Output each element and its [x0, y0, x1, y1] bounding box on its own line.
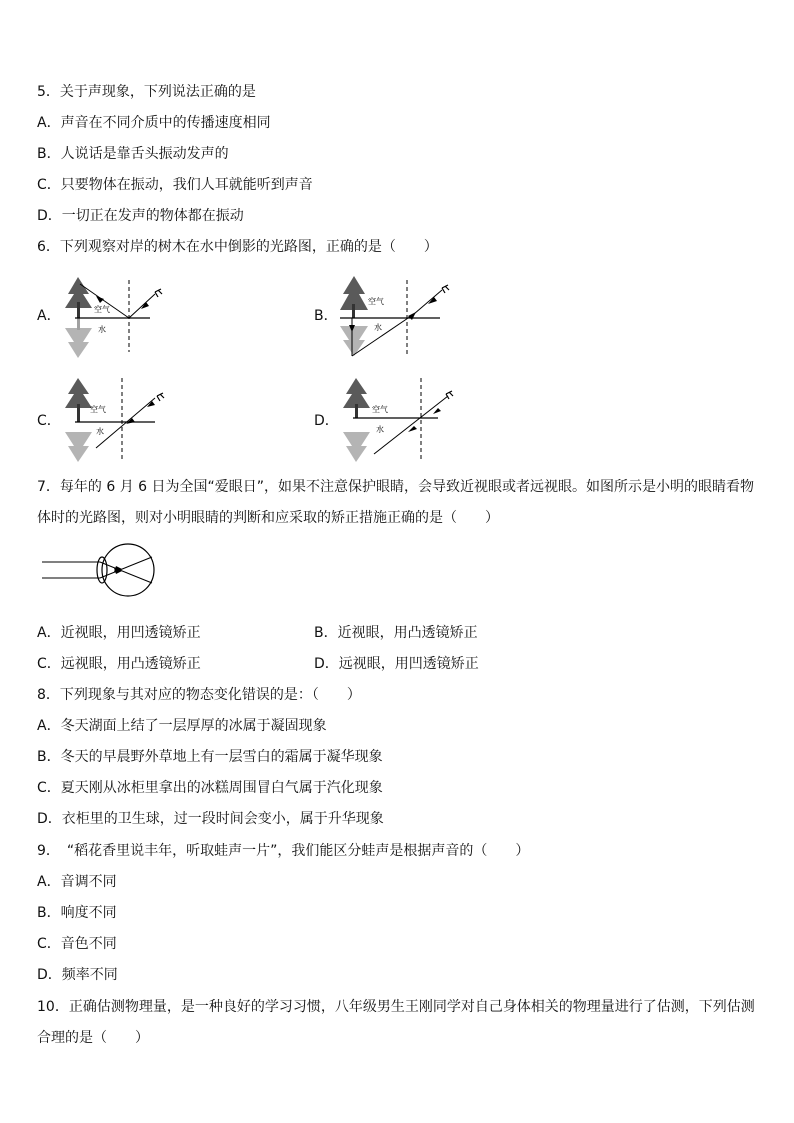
air-label: 空气	[94, 305, 110, 314]
q10-stem-line2: 合理的是（ ）	[37, 1030, 149, 1046]
q8-option-d: D．衣柜里的卫生球，过一段时间会变小，属于升华现象	[37, 811, 384, 827]
q6-diagram-b	[330, 272, 460, 362]
reflected-ray	[414, 290, 442, 314]
q8-option-c: C．夏天刚从冰柜里拿出的冰糕周围冒白气属于汽化现象	[37, 780, 383, 796]
water-label: 水	[376, 425, 384, 434]
air-label: 空气	[372, 405, 388, 414]
q7-option-d: D．远视眼，用凹透镜矫正	[314, 656, 479, 672]
eye-icon	[446, 391, 453, 399]
q10-stem-line1: 10．正确估测物理量，是一种良好的学习习惯，八年级男生王刚同学对自己身体相关的物理量进行了估测，下列估测	[37, 999, 755, 1015]
water-label: 水	[96, 427, 104, 436]
q5-stem: 5．关于声现象，下列说法正确的是	[37, 84, 256, 100]
q8-stem: 8．下列现象与其对应的物态变化错误的是：（ ）	[37, 687, 361, 703]
q7-stem-line1: 7．每年的 6 月 6 日为全国“爱眼日”，如果不注意保护眼睛，会导致近视眼或者远视眼。如图所示是小明的眼睛看物	[37, 479, 755, 495]
q6-label-d: D．	[314, 413, 339, 429]
tree-reflection-icon	[65, 318, 92, 358]
tree-icon	[65, 277, 92, 318]
q9-option-c: C．音色不同	[37, 936, 117, 952]
tree-icon	[340, 276, 368, 318]
q9-option-d: D．频率不同	[37, 967, 118, 983]
q6-diagram-a	[60, 272, 180, 362]
tree-icon	[343, 378, 370, 418]
air-label: 空气	[90, 405, 106, 414]
eye-icon	[157, 393, 164, 401]
q5-option-b: B．人说话是靠舌头振动发声的	[37, 146, 229, 162]
water-label: 水	[98, 325, 106, 334]
q6-diagram-c	[60, 374, 180, 466]
air-label: 空气	[368, 297, 384, 306]
tree-reflection-icon	[340, 326, 368, 356]
q6-label-c: C．	[37, 413, 61, 429]
q5-option-c: C．只要物体在振动，我们人耳就能听到声音	[37, 177, 313, 193]
q5-option-d: D．一切正在发声的物体都在振动	[37, 208, 244, 224]
eye-icon	[155, 289, 162, 297]
q9-option-b: B．响度不同	[37, 905, 117, 921]
q7-option-a: A．近视眼，用凹透镜矫正	[37, 625, 201, 641]
tree-reflection-icon	[65, 432, 92, 462]
eyeball	[102, 544, 154, 596]
q6-diagram-d	[338, 374, 458, 466]
eye-icon	[442, 285, 449, 293]
q6-label-a: A．	[37, 308, 61, 324]
water-label: 水	[374, 323, 382, 332]
q9-stem: 9． “稻花香里说丰年，听取蛙声一片”，我们能区分蛙声是根据声音的（ ）	[37, 843, 530, 859]
q6-stem: 6．下列观察对岸的树木在水中倒影的光路图，正确的是（ ）	[37, 239, 438, 255]
q5-option-a: A．声音在不同介质中的传播速度相同	[37, 115, 271, 131]
reflected-ray	[129, 294, 155, 318]
tree-icon	[65, 378, 92, 422]
q9-option-a: A．音调不同	[37, 874, 117, 890]
q8-option-b: B．冬天的早晨野外草地上有一层雪白的霜属于凝华现象	[37, 749, 383, 765]
eye-diagram	[40, 540, 160, 600]
tree-reflection-icon	[343, 432, 370, 462]
q8-option-a: A．冬天湖面上结了一层厚厚的冰属于凝固现象	[37, 718, 327, 734]
q7-option-c: C．远视眼，用凸透镜矫正	[37, 656, 201, 672]
q7-stem-line2: 体时的光路图，则对小明眼睛的判断和应采取的矫正措施正确的是（ ）	[37, 510, 499, 526]
q7-option-b: B．近视眼，用凸透镜矫正	[314, 625, 478, 641]
q6-label-b: B．	[314, 308, 338, 324]
